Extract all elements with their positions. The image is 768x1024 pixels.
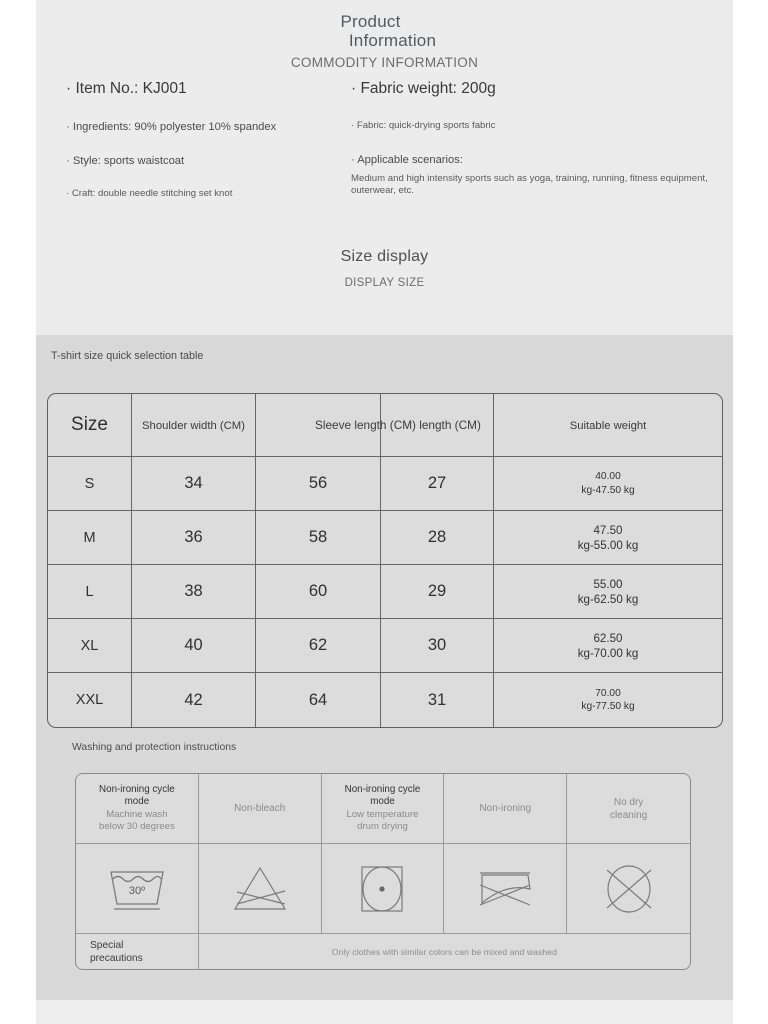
washing-instructions-label: Washing and protection instructions (72, 742, 237, 753)
washing-icon-cell-no-iron (444, 844, 567, 934)
cell-size-value: S (84, 475, 95, 492)
cell-suitable-weight (494, 565, 722, 619)
size-display-title-block (36, 248, 733, 289)
washing-header-cell-3 (444, 774, 567, 844)
weight-line1: 47.50 (593, 523, 623, 537)
washing-icon-cell-tumble-dry (322, 844, 445, 934)
washing-header-title-line2-4: cleaning (609, 809, 648, 821)
wash-temperature-text: 30º (128, 884, 146, 897)
header-sleeve-and-length-label: Sleeve length (CM) length (CM) (315, 418, 481, 432)
cell-length-value: 30 (427, 636, 447, 654)
cell-shoulder-value: 42 (184, 690, 203, 709)
cell-size-value: M (83, 529, 96, 546)
cell-length-value: 28 (427, 528, 447, 546)
tumble-dry-low-icon (353, 863, 411, 915)
size-and-care-panel (36, 335, 733, 1000)
cell-suitable-weight-value (498, 631, 718, 661)
cell-size (48, 457, 132, 511)
cell-size-value: XXL (75, 692, 104, 708)
product-info-column-left (66, 80, 366, 201)
washing-header-title-line2-0: mode (124, 796, 150, 808)
cell-length-value: 29 (427, 582, 447, 600)
washing-header-title-2 (328, 784, 438, 809)
product-info-grid (36, 80, 733, 250)
washing-header-cell-1 (199, 774, 322, 844)
washing-instructions-table (75, 773, 691, 970)
special-precautions-label (76, 934, 199, 969)
cell-size (48, 619, 132, 673)
weight-line1: 62.50 (593, 631, 623, 645)
table-row (48, 565, 722, 619)
table-row (48, 673, 722, 727)
cell-shoulder (132, 673, 256, 727)
washing-header-cell-2 (322, 774, 445, 844)
cell-size (48, 511, 132, 565)
washing-header-detail-line1-0: Machine wash (106, 808, 168, 820)
washing-icon-cell-machine-wash (76, 844, 199, 934)
size-table (47, 393, 723, 728)
cell-suitable-weight (494, 457, 722, 511)
washing-header-title-line1-2: Non-ironing cycle (344, 783, 421, 795)
weight-line2: kg-55.00 kg (577, 538, 639, 552)
page-subtitle: COMMODITY INFORMATION (290, 55, 479, 70)
washing-header-title-line1-4: No dry (613, 796, 644, 808)
cell-suitable-weight (494, 673, 722, 727)
washing-header-title-line2-2: mode (370, 796, 395, 808)
cell-suitable-weight-value (498, 523, 718, 553)
page-title-block (36, 12, 733, 70)
cell-sleeve (256, 457, 381, 511)
page-footer-strip (36, 1000, 733, 1024)
applicable-scenarios-label: · Applicable scenarios: (351, 153, 463, 166)
no-bleach-triangle-icon (229, 864, 291, 914)
cell-size (48, 673, 132, 727)
cell-length-value: 27 (427, 474, 447, 492)
fabric-text: · Fabric: quick-drying sports fabric (351, 120, 496, 131)
cell-shoulder-value: 40 (184, 636, 203, 654)
weight-line1: 55.00 (593, 577, 623, 591)
cell-sleeve-value: 62 (308, 636, 328, 654)
page-title (36, 12, 733, 50)
cell-sleeve (256, 565, 381, 619)
cell-length (381, 457, 494, 511)
washing-header-title-0 (82, 784, 192, 809)
weight-line2: kg-47.50 kg (581, 484, 635, 496)
washing-header-cell-0 (76, 774, 199, 844)
washing-header-title-line1-1: Non-bleach (234, 803, 286, 814)
product-info-column-right (351, 80, 731, 198)
washing-header-title-4 (573, 796, 684, 822)
cell-shoulder (132, 457, 256, 511)
craft-text: · Craft: double needle stitching set knot (66, 188, 233, 199)
special-precautions-line1: Special (90, 939, 124, 951)
washing-header-title-line1-0: Non-ironing cycle (99, 783, 175, 795)
cell-suitable-weight (494, 511, 722, 565)
cell-sleeve-value: 64 (308, 690, 328, 709)
cell-shoulder-value: 34 (184, 474, 203, 492)
cell-shoulder-value: 38 (184, 582, 203, 600)
cell-shoulder (132, 511, 256, 565)
washing-table-footer-row (76, 934, 690, 969)
weight-line2: kg-77.50 kg (581, 701, 635, 712)
washing-header-detail-line2-0: below 30 degrees (99, 821, 175, 833)
header-size (48, 394, 132, 457)
size-table-head (48, 394, 722, 457)
page-title-line1: Product (340, 12, 401, 31)
washing-header-title-1 (205, 802, 315, 815)
special-precautions-note: Only clothes with similar colors can be mixed and washed (331, 946, 558, 957)
washing-header-cell-4 (567, 774, 690, 844)
cell-length (381, 511, 494, 565)
washing-header-detail-line1-2: Low temperature (346, 808, 419, 820)
header-suitable-weight (494, 394, 722, 457)
washing-header-title-line1-3: Non-ironing (479, 803, 532, 814)
cell-suitable-weight-value (498, 470, 718, 497)
product-info-panel (36, 0, 733, 335)
weight-line2: kg-70.00 kg (577, 646, 639, 660)
special-precautions-line2: precautions (90, 952, 143, 964)
cell-sleeve (256, 511, 381, 565)
size-display-title: Size display (340, 248, 429, 265)
weight-line2: kg-62.50 kg (577, 592, 639, 606)
cell-shoulder (132, 565, 256, 619)
header-shoulder-width-label: Shoulder width (CM) (142, 420, 245, 432)
header-suitable-weight-label: Suitable weight (569, 420, 647, 432)
cell-sleeve (256, 619, 381, 673)
cell-suitable-weight-value (498, 687, 718, 714)
size-table-body (48, 457, 722, 727)
style-text: · Style: sports waistcoat (66, 155, 185, 167)
header-shoulder-width (132, 394, 256, 457)
cell-sleeve (256, 673, 381, 727)
cell-size (48, 565, 132, 619)
washtub-30-icon (105, 864, 169, 914)
cell-length (381, 565, 494, 619)
size-display-subtitle: DISPLAY SIZE (344, 277, 425, 289)
cell-sleeve-value: 60 (308, 582, 328, 600)
washing-header-detail-2 (328, 809, 438, 834)
washing-header-detail-0 (82, 809, 192, 834)
applicable-scenarios-text: Medium and high intensity sports such as yoga, training, running, fitness equipment, outerwear, etc. (351, 172, 708, 196)
weight-line1: 40.00 (595, 471, 621, 482)
size-table-header-row (48, 394, 722, 457)
cell-sleeve-value: 58 (308, 528, 328, 546)
washing-table-icon-row (76, 844, 690, 934)
washing-icon-cell-no-bleach (199, 844, 322, 934)
cell-suitable-weight (494, 619, 722, 673)
cell-size-value: L (85, 583, 94, 600)
cell-sleeve-value: 56 (308, 474, 328, 492)
header-sleeve-length (256, 394, 481, 457)
header-size-label: Size (71, 414, 108, 435)
washing-header-title-3 (450, 802, 560, 815)
table-row (48, 619, 722, 673)
size-table-container (47, 393, 721, 728)
cell-length-value: 31 (427, 690, 447, 709)
cell-size-value: XL (80, 637, 99, 654)
item-no-text: · Item No.: KJ001 (66, 80, 187, 97)
cell-shoulder (132, 619, 256, 673)
no-dry-clean-icon (600, 863, 658, 915)
no-iron-icon (472, 865, 538, 913)
cell-suitable-weight-value (498, 577, 718, 607)
table-row (48, 511, 722, 565)
cell-length (381, 619, 494, 673)
weight-line1: 70.00 (595, 687, 621, 699)
ingredients-text: · Ingredients: 90% polyester 10% spandex (66, 121, 277, 133)
washing-header-detail-line2-2: drum drying (357, 821, 408, 833)
washing-table-header-row (76, 774, 690, 844)
fabric-weight-text: · Fabric weight: 200g (351, 80, 496, 97)
page-title-line2: Information (348, 31, 437, 50)
table-row (48, 457, 722, 511)
cell-length (381, 673, 494, 727)
washing-table-container (75, 773, 691, 970)
cell-shoulder-value: 36 (184, 528, 203, 546)
quick-selection-table-label: T-shirt size quick selection table (51, 350, 204, 362)
washing-icon-cell-no-dry-clean (567, 844, 690, 934)
